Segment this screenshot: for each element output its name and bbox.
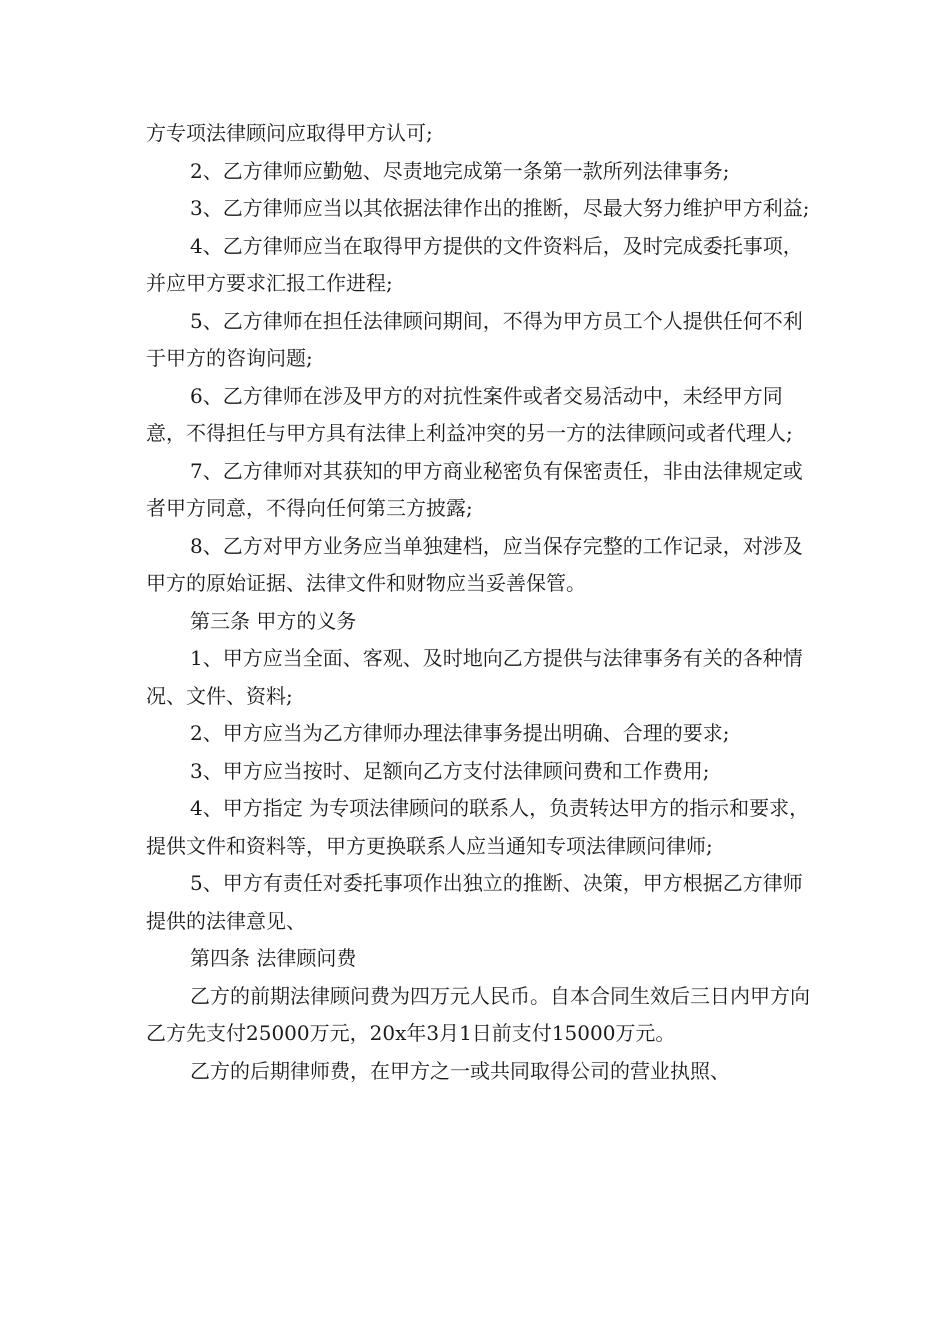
paragraph-0: 方专项法律顾问应取得甲方认可; xyxy=(146,121,433,145)
paragraph-3: 4、乙方律师应当在取得甲方提供的文件资料后，及时完成委托事项，并应甲方要求汇报工作进程; xyxy=(146,233,803,295)
paragraph-11: 3、甲方应当按时、足额向乙方支付法律顾问费和工作费用; xyxy=(190,758,710,783)
paragraph-9: 1、甲方应当全面、客观、及时地向乙方提供与法律事务有关的各种情况、文件、资料; xyxy=(146,646,803,708)
paragraph-7: 8、乙方对甲方业务应当单独建档，应当保存完整的工作记录，对涉及甲方的原始证据、法律文件和财物应当妥善保管。 xyxy=(146,533,803,595)
paragraph-6: 7、乙方律师对其获知的甲方商业秘密负有保密责任，非由法律规定或者甲方同意，不得向任何第三方披露; xyxy=(146,458,803,520)
document-body xyxy=(146,115,818,1090)
paragraph-5: 6、乙方律师在涉及甲方的对抗性案件或者交易活动中，未经甲方同意，不得担任与甲方具有法律上利益冲突的另一方的法律顾问或者代理人; xyxy=(146,383,793,445)
paragraph-13: 5、甲方有责任对委托事项作出独立的推断、决策，甲方根据乙方律师提供的法律意见、 xyxy=(146,871,803,933)
paragraph-15: 乙方的前期法律顾问费为四万元人民币。自本合同生效后三日内甲方向乙方先支付25000万元，20x年3月1日前支付15000万元。 xyxy=(146,983,810,1045)
section-heading-4: 第四条 法律顾问费 xyxy=(190,946,357,970)
paragraph-1: 2、乙方律师应勤勉、尽责地完成第一条第一款所列法律事务; xyxy=(190,158,730,183)
paragraph-2: 3、乙方律师应当以其依据法律作出的推断，尽最大努力维护甲方利益; xyxy=(190,196,810,220)
paragraph-4: 5、乙方律师在担任法律顾问期间，不得为甲方员工个人提供任何不利于甲方的咨询问题; xyxy=(146,308,803,370)
paragraph-12: 4、甲方指定 为专项法律顾问的联系人，负责转达甲方的指示和要求，提供文件和资料等，甲方更换联系人应当通知专项法律顾问律师; xyxy=(146,796,810,858)
paragraph-16: 乙方的后期律师费，在甲方之一或共同取得公司的营业执照、 xyxy=(190,1058,730,1083)
section-heading-3: 第三条 甲方的义务 xyxy=(190,608,357,633)
paragraph-10: 2、甲方应当为乙方律师办理法律事务提出明确、合理的要求; xyxy=(190,721,730,745)
